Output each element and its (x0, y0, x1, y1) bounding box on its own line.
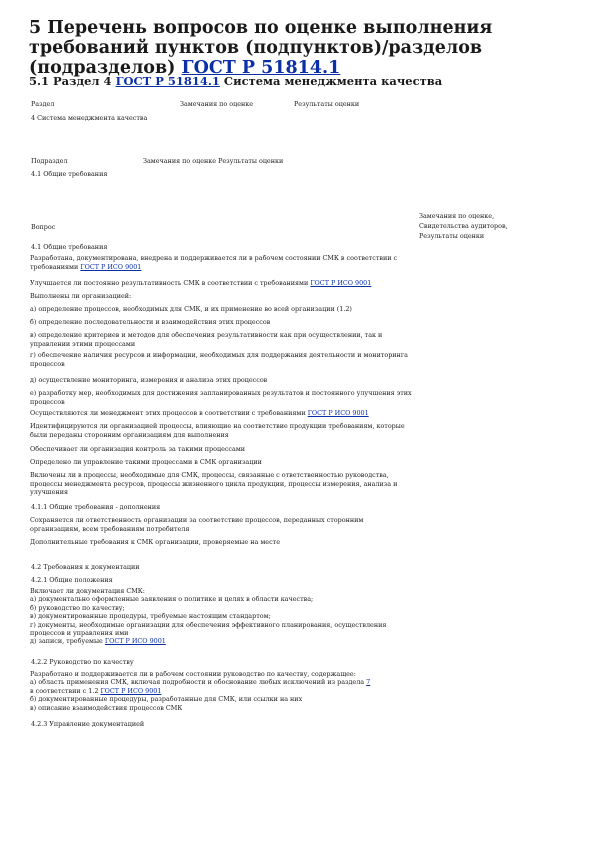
question-text: б) руководство по качеству; (30, 603, 125, 612)
item-4-2-1-heading: 4.2.1 Общие положения (31, 576, 113, 584)
subheading-suffix: Система менеджмента качества (223, 74, 443, 88)
question-text: в) документированные процедуры, требуемые настоящим стандартом; (30, 612, 271, 621)
question-text: б) документированные процедуры, разработанные для СМК, или ссылки на них (30, 695, 303, 704)
question-text: Разработано и поддерживается ли в рабочем состоянии руководство по качеству, содержащее: (30, 670, 356, 678)
list-item: б) определение последовательности и взаимодействия этих процессов (30, 318, 271, 326)
list-item: Идентифицируются ли организацией процессы, влияющие на соответствие продукции требованиям, которые были переданы сторонним организациям для выполнения (30, 422, 405, 439)
table3-col-right-3: Результаты оценки (419, 232, 485, 240)
section-heading (29, 18, 584, 78)
question-text: г) документы, необходимые организации для обеспечения эффективного планирования, осуществления процессов и управления ими (30, 620, 387, 638)
question-text: в соответствии с 1.2 (30, 686, 99, 695)
list-item: е) разработку мер, необходимых для достижения запланированных результатов и постоянного улучшения этих процессов (30, 389, 412, 406)
heading-text: 5 Перечень вопросов по оценке выполнения требований пунктов (подпунктов)/разделов (подразделов) (29, 18, 493, 78)
list-item: г) обеспечение наличия ресурсов и информации, необходимых для поддержания деятельности и мониторинга процессов (30, 351, 408, 368)
question-text: Улучшается ли постоянно результативность СМК в соответствии с требованиями (30, 279, 309, 287)
list-item: Выполнены ли организацией: (30, 292, 132, 300)
table2-row-subsection: 4.1 Общие требования (31, 170, 108, 178)
gost-link[interactable]: ГОСТ Р ИСО 9001 (310, 279, 372, 287)
gost-link[interactable]: ГОСТ Р ИСО 9001 (307, 409, 369, 417)
section-link[interactable]: 7 (366, 678, 371, 687)
list-item: Сохраняется ли ответственность организации за соответствие процессов, переданных сторонним организациям, всем требованиям потребителя (30, 516, 364, 533)
gost-link[interactable]: ГОСТ Р ИСО 9001 (80, 262, 142, 271)
question-text: д) записи, требуемые (30, 637, 103, 646)
question-text: Осуществляются ли менеджмент этих процессов в соответствии с требованиями (30, 409, 306, 417)
subheading-prefix: 5.1 Раздел 4 (29, 74, 112, 88)
table1-col-results: Результаты оценки (294, 100, 360, 108)
table1-col-notes: Замечания по оценке (180, 100, 254, 108)
question-text: а) документально оформленные заявления о политике и целях в области качества; (30, 595, 314, 604)
item-4-2-heading: 4.2 Требования к документации (31, 563, 140, 571)
question-text: а) область применения СМК, включая подробности и обоснование любых исключений из раздела (30, 678, 365, 687)
heading-gost-link[interactable]: ГОСТ Р 51814.1 (181, 58, 341, 78)
list-item: д) осуществление мониторинга, измерения и анализа этих процессов (30, 376, 268, 384)
question-text: Включает ли документация СМК: (30, 587, 145, 595)
question-text: Разработана, документирована, внедрена и поддерживается ли в рабочем состоянии СМК в соответствии с требованиями (30, 254, 398, 271)
list-item: в) определение критериев и методов для обеспечения результативности как при осуществлении, так и управлении этими процессами (30, 331, 383, 348)
table2-col-notes-results: Замечания по оценке Результаты оценки (143, 157, 284, 165)
list-item: Включены ли в процессы, необходимые для СМК, процессы, связанные с ответственностью руководства, процессы менеджмента ресурсов, процессы жизненного цикла продукции, процессы измерения, анализа и улучшения (30, 471, 398, 497)
list-item (30, 254, 415, 271)
list-item (30, 279, 415, 288)
table1-row-section: 4 Система менеджмента качества (31, 114, 148, 122)
list-item (30, 670, 415, 712)
list-item: Обеспечивает ли организация контроль за такими процессами (30, 445, 246, 453)
table3-col-right-2: Свидетельства аудиторов, (419, 222, 508, 230)
subsection-heading (29, 74, 584, 88)
table1-col-section: Раздел (31, 100, 55, 108)
list-item (30, 409, 415, 418)
item-4-1-heading: 4.1 Общие требования (31, 243, 108, 251)
subheading-gost-link[interactable]: ГОСТ Р 51814.1 (115, 74, 220, 88)
gost-link[interactable]: ГОСТ Р ИСО 9001 (100, 686, 162, 695)
list-item: Дополнительные требования к СМК организации, проверяемые на месте (30, 538, 280, 546)
list-item: а) определение процессов, необходимых для СМК, и их применение во всей организации (1.2) (30, 305, 352, 313)
item-4-1-1-heading: 4.1.1 Общие требования - дополнения (31, 503, 161, 511)
table2-col-subsection: Подраздел (31, 157, 68, 165)
question-text: в) описание взаимодействия процессов СМК (30, 703, 183, 712)
table3-col-right-1: Замечания по оценке, (419, 212, 495, 220)
gost-link[interactable]: ГОСТ Р ИСО 9001 (104, 637, 166, 646)
list-item: Определено ли управление такими процессами в СМК организации (30, 458, 262, 466)
list-item (30, 587, 415, 646)
item-4-2-2-heading: 4.2.2 Руководство по качеству (31, 658, 134, 666)
item-4-2-3-heading: 4.2.3 Управление документацией (31, 720, 145, 728)
table3-col-question: Вопрос (31, 223, 56, 231)
